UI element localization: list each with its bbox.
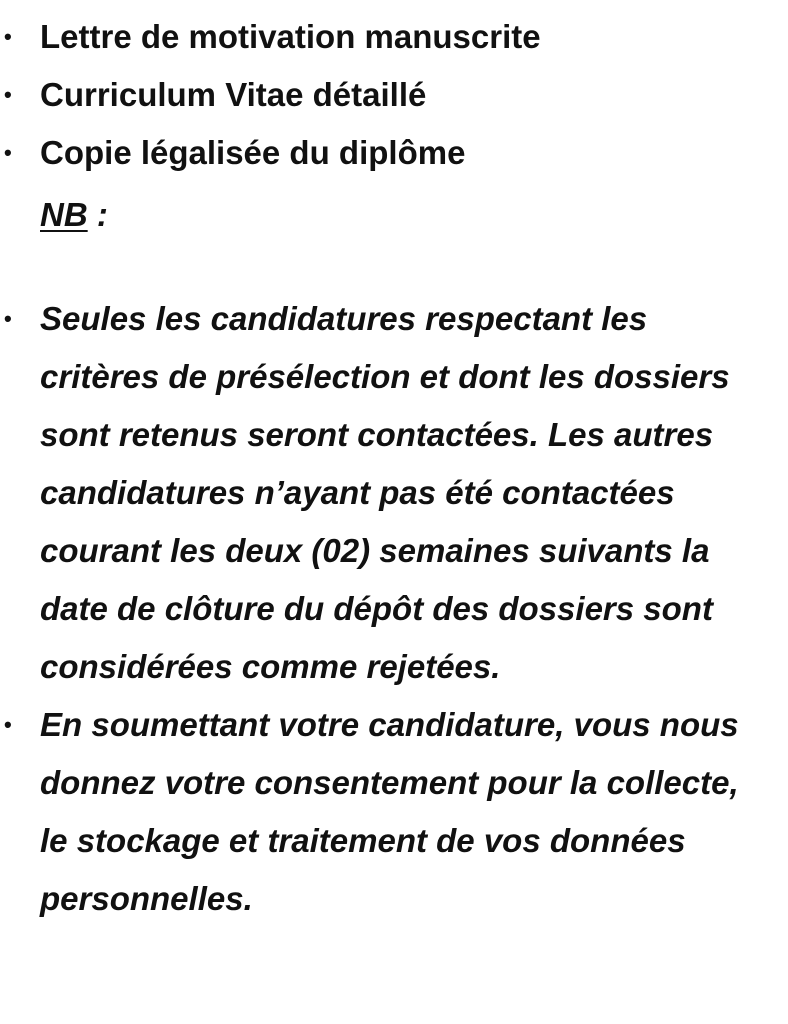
note-text: Seules les candidatures respectant les critères de présélection et dont les dossiers sont retenus seront contactées. Les autres candidatures n’ayant pas été contactées courant les deux (02) semaines suivants la date de clôture du dépôt des dossiers sont considérées comme rejetées. — [40, 300, 730, 685]
nb-colon: : — [87, 196, 108, 233]
list-item — [0, 696, 788, 928]
list-item — [0, 290, 788, 696]
note-text: En soumettant votre candidature, vous nous donnez votre consentement pour la collecte, le stockage et traitement de vos données personnelles. — [40, 706, 739, 917]
nb-heading — [40, 186, 108, 244]
list-item — [0, 66, 788, 124]
nb-label-text: NB — [40, 196, 88, 233]
bullet-icon: • — [4, 82, 12, 107]
requirement-text: Curriculum Vitae détaillé — [40, 76, 427, 113]
notes-list — [0, 290, 788, 928]
requirements-list — [0, 8, 788, 182]
requirement-text: Copie légalisée du diplôme — [40, 134, 466, 171]
bullet-icon: • — [4, 140, 12, 165]
bullet-icon: • — [4, 306, 12, 331]
list-item — [0, 124, 788, 182]
requirement-text: Lettre de motivation manuscrite — [40, 18, 541, 55]
list-item — [0, 8, 788, 66]
bullet-icon: • — [4, 712, 12, 737]
bullet-icon: • — [4, 24, 12, 49]
